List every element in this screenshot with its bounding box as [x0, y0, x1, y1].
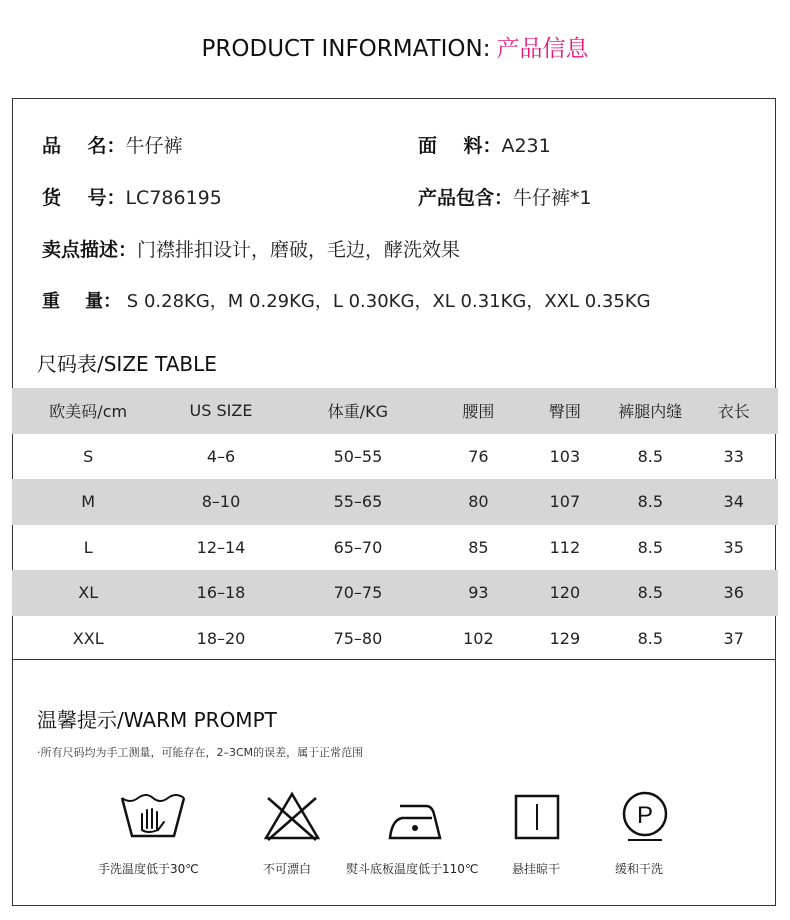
material-value: A231	[501, 135, 551, 157]
selling-label: 卖点描述：	[42, 239, 138, 261]
table-cell: 8.5	[637, 446, 664, 466]
page-title	[0, 30, 790, 63]
table-cell: 34	[723, 492, 744, 512]
iron-icon	[386, 790, 446, 844]
title-chinese: 产品信息	[496, 36, 589, 62]
table-cell: 8–10	[201, 492, 241, 512]
header-weight: 体重/KG	[327, 402, 389, 422]
package-value: 牛仔裤*1	[513, 187, 592, 209]
table-cell: 8.5	[637, 583, 664, 603]
table-cell: 70–75	[333, 583, 383, 603]
svg-text:P: P	[636, 802, 654, 829]
table-cell: 50–55	[333, 446, 383, 466]
table-row	[12, 616, 778, 662]
weight-row	[42, 287, 651, 313]
table-cell: 35	[723, 537, 744, 557]
header-length: 衣长	[717, 402, 750, 422]
table-cell: M	[81, 492, 96, 512]
sku-row	[42, 183, 222, 210]
table-cell: 65–70	[333, 537, 383, 557]
table-cell: 76	[468, 446, 489, 466]
package-row	[418, 183, 592, 210]
size-table	[12, 388, 778, 661]
measurement-note: ·所有尺码均为手工测量，可能存在，2–3CM的误差，属于正常范围	[37, 746, 364, 759]
table-cell: 93	[468, 583, 489, 603]
table-cell: XL	[78, 583, 99, 603]
iron-label: 熨斗底板温度低于110℃	[346, 862, 479, 876]
table-cell: S	[83, 446, 94, 466]
dry-clean-label: 缓和干洗	[615, 862, 664, 876]
header-inseam: 裤腿内缝	[618, 402, 683, 422]
table-cell: 112	[549, 537, 581, 557]
size-table-header	[12, 388, 778, 434]
table-cell: 8.5	[637, 537, 664, 557]
name-value: 牛仔裤	[125, 135, 183, 157]
table-row	[12, 479, 778, 525]
weight-label: 重 量：	[42, 291, 122, 312]
hang-dry-label: 悬挂晾干	[512, 862, 561, 876]
table-cell: 102	[463, 628, 494, 648]
table-cell: 4–6	[206, 446, 236, 466]
table-cell: 107	[549, 492, 581, 512]
selling-value: 门襟排扣设计，磨破，毛边，酵洗效果	[137, 239, 461, 261]
dry-clean-icon	[620, 790, 670, 844]
table-cell: L	[83, 537, 93, 557]
no-bleach-label: 不可漂白	[263, 862, 312, 876]
sku-value: LC786195	[125, 187, 222, 209]
table-cell: 37	[723, 628, 744, 648]
table-cell: XXL	[72, 628, 104, 648]
material-label: 面 料：	[418, 135, 502, 157]
package-label: 产品包含：	[418, 187, 514, 209]
table-cell: 16–18	[196, 583, 246, 603]
table-cell: 18–20	[196, 628, 246, 648]
table-cell: 8.5	[637, 492, 664, 512]
table-cell: 120	[549, 583, 581, 603]
size-table-title: 尺码表/SIZE TABLE	[37, 352, 217, 376]
table-cell: 103	[549, 446, 581, 466]
hand-wash-label: 手洗温度低于30℃	[98, 862, 199, 876]
hand-wash-icon	[118, 790, 188, 844]
hang-dry-icon	[512, 790, 562, 844]
table-cell: 33	[723, 446, 744, 466]
table-cell: 75–80	[333, 628, 383, 648]
table-cell: 55–65	[333, 492, 383, 512]
table-row	[12, 434, 778, 480]
title-english: PRODUCT INFORMATION:	[201, 36, 491, 62]
table-cell: 80	[468, 492, 489, 512]
sku-label: 货 号：	[42, 187, 126, 209]
selling-row	[42, 235, 460, 262]
no-bleach-icon	[262, 790, 322, 844]
warm-prompt-title: 温馨提示/WARM PROMPT	[37, 708, 277, 732]
header-us-size: US SIZE	[189, 401, 253, 421]
table-cell: 12–14	[196, 537, 246, 557]
table-cell: 36	[723, 583, 744, 603]
material-row	[418, 131, 551, 158]
table-row	[12, 525, 778, 571]
header-waist: 腰围	[462, 402, 495, 422]
table-cell: 129	[549, 628, 581, 648]
header-hip: 臀围	[548, 402, 581, 422]
table-cell: 8.5	[637, 628, 664, 648]
name-label: 品 名：	[42, 135, 126, 157]
header-eu-size: 欧美码/cm	[49, 402, 128, 422]
table-row	[12, 570, 778, 616]
section-divider	[12, 659, 776, 660]
table-cell: 85	[468, 537, 489, 557]
weight-value: S 0.28KG，M 0.29KG，L 0.30KG，XL 0.31KG，XXL 0.35KG	[121, 291, 651, 312]
name-row	[42, 131, 182, 158]
